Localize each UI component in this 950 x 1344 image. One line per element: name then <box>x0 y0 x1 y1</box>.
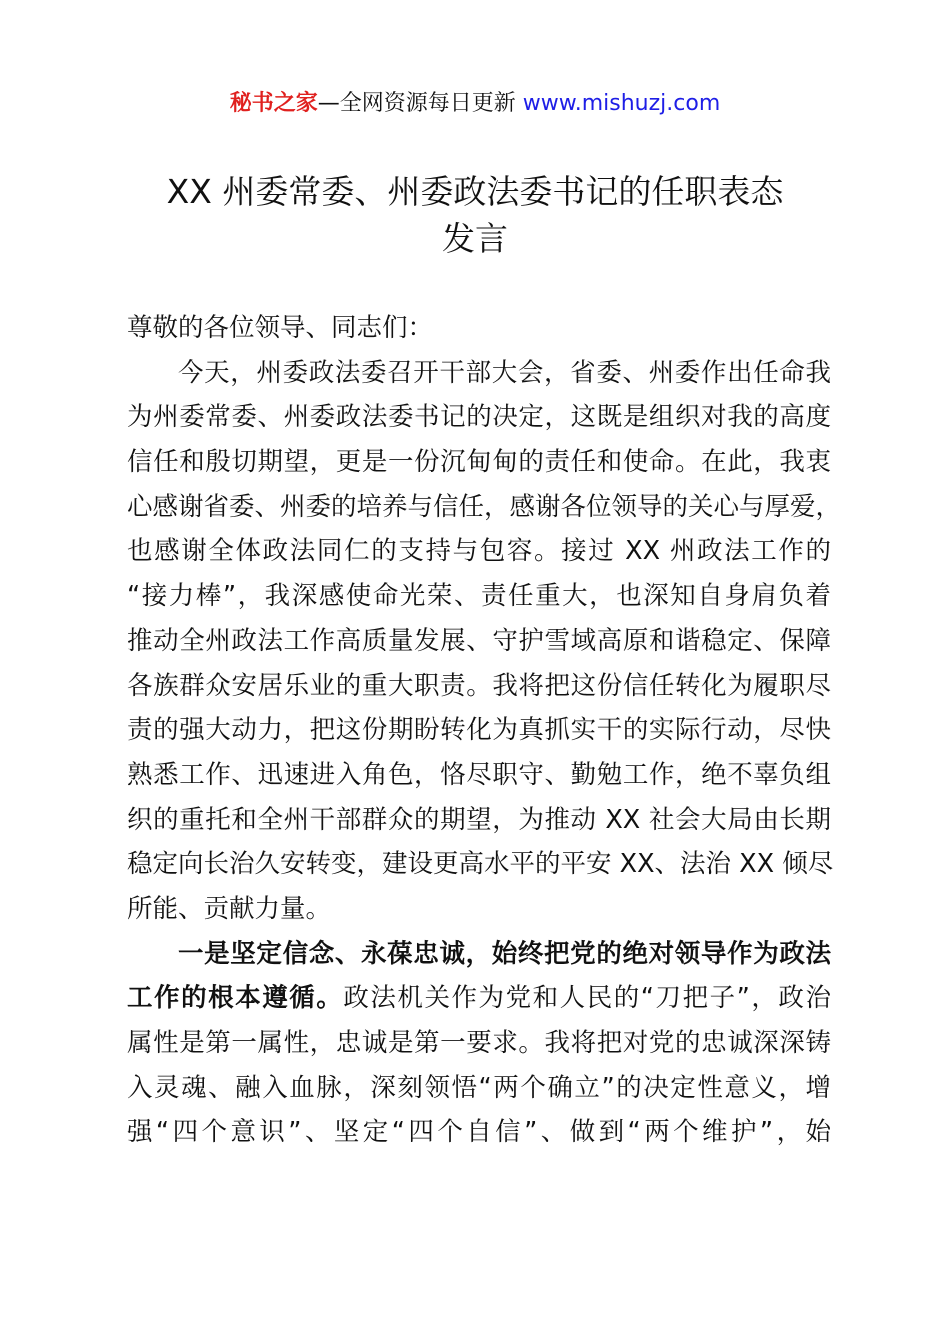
document-title <box>120 168 830 262</box>
title-line-2: 发言 <box>442 219 508 258</box>
paragraph-1 <box>127 351 842 932</box>
paragraph-line: 推动全州政法工作高质量发展、守护雪域高原和谐稳定、保障 <box>127 625 831 656</box>
paragraph-line: 今天，州委政法委召开干部大会，省委、州委作出任命我 <box>178 357 831 388</box>
site-url-link[interactable]: www.mishuzj.com <box>522 91 721 116</box>
document-body <box>127 306 842 1155</box>
paragraph-line: 责的强大动力，把这份期盼转化为真抓实干的实际行动，尽快 <box>127 715 831 746</box>
header-tagline: —全网资源每日更新 <box>317 91 523 116</box>
paragraph-line: 心感谢省委、州委的培养与信任，感谢各位领导的关心与厚爱， <box>127 491 842 522</box>
paragraph-line: “接力棒”，我深感使命光荣、责任重大，也深知自身肩负着 <box>127 581 831 612</box>
paragraph-line: 信任和殷切期望，更是一份沉甸甸的责任和使命。在此，我衷 <box>127 447 831 478</box>
paragraph-line: 各族群众安居乐业的重大职责。我将把这份信任转化为履职尽 <box>127 670 831 701</box>
paragraph-line: 为州委常委、州委政法委书记的决定，这既是组织对我的高度 <box>127 402 831 433</box>
watermark-header <box>0 88 950 120</box>
greeting: 尊敬的各位领导、同志们： <box>127 313 434 343</box>
paragraph-line: 所能、贡献力量。 <box>127 893 332 924</box>
bold-heading: 一是坚定信念、永葆忠诚，始终把党的绝对领导作为政法 <box>178 938 831 969</box>
paragraph-text: 政法机关作为党和人民的“刀把子”，政治 <box>343 983 831 1014</box>
paragraph-line: 入灵魂、融入血脉，深刻领悟“两个确立”的决定性意义，增 <box>127 1072 831 1103</box>
paragraph-2-heading <box>127 932 831 977</box>
paragraph-line: 熟悉工作、迅速进入角色，恪尽职守、勤勉工作，绝不辜负组 <box>127 759 831 790</box>
brand-name: 秘书之家 <box>229 91 318 116</box>
paragraph-2 <box>127 1021 831 1155</box>
title-line-1: XX 州委常委、州委政法委书记的任职表态 <box>166 172 784 211</box>
paragraph-line: 也感谢全体政法同仁的支持与包容。接过 XX 州政法工作的 <box>127 536 831 567</box>
paragraph-line: 强“四个意识”、坚定“四个自信”、做到“两个维护”，始 <box>127 1117 831 1148</box>
paragraph-line: 属性是第一属性，忠诚是第一要求。我将把对党的忠诚深深铸 <box>127 1028 831 1058</box>
paragraph-line: 织的重托和全州干部群众的期望，为推动 XX 社会大局由长期 <box>127 804 831 835</box>
paragraph-2-line <box>127 976 831 1021</box>
bold-heading-tail: 工作的根本遵循。 <box>127 983 344 1014</box>
paragraph-line: 稳定向长治久安转变，建设更高水平的平安 XX、法治 XX 倾尽 <box>127 849 834 880</box>
